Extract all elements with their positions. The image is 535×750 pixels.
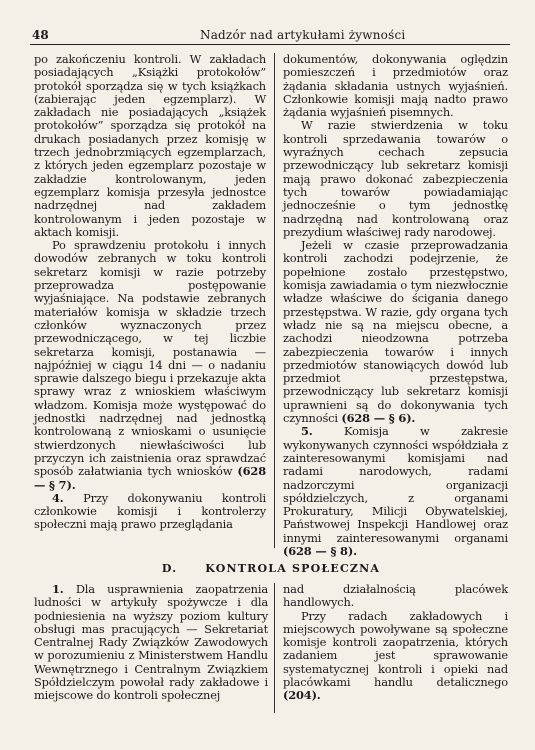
- legal-reference: (628 — § 6).: [341, 411, 416, 426]
- column-divider: [274, 583, 275, 713]
- left-column-top: [34, 53, 266, 532]
- paragraph: W razie stwierdzenia w toku kontroli sprzedawania towarów o wyraźnych cechach zepsucia przewodniczący lub sekretarz komisji mają prawo dokonać zabezpieczenia tych towarów powiadamiając jednocześnie o tym jednostkę nadrzędną nad kontrolowaną oraz prezydium właściwej rady narodowej.: [283, 118, 508, 239]
- section-heading: [34, 562, 508, 575]
- paragraph: 4. Przy dokonywaniu kontroli członkowie komisji i kontrolerzy społeczni mają prawo przeglądania: [34, 490, 266, 532]
- paragraph: Po sprawdzeniu protokołu i innych dowodów zebranych w toku kontroli sekretarz komisji w razie potrzeby przeprowadza postępowanie wyjaśniające. Na podstawie zebranych materiałów komisja w składzie trzech członków wyznaczonych przez przewodniczącego, w tej liczbie sekretarza komisji, postanawia — najpóźniej w ciągu 14 dni — o nadaniu sprawie dalszego biegu i przekazuje akta sprawy wraz z wnioskiem właściwym władzom. Komisja może występować do jednostki nadrzędnej nad jednostką kontrolowaną z wnioskami o usunięcie stwierdzonych niewłaściwości lub przyczyn ich zaistnienia oraz sprawdzać sposób załatwiania tych wniosków (628 — § 7).: [34, 238, 266, 492]
- paragraph: Przy radach zakładowych i miejscowych powoływane są społeczne komisje kontroli zaopatrzenia, których zadaniem jest sprawowanie systematycznej kontroli i opieki nad placówkami handlu detalicznego (204).: [283, 608, 508, 703]
- left-column-bottom: [34, 583, 268, 703]
- paragraph-number: 1.: [52, 582, 64, 596]
- page-number: 48: [32, 28, 49, 42]
- paragraph: Jeżeli w czasie przeprowadzania kontroli zachodzi podejrzenie, że popełnione zostało przestępstwo, komisja zawiadamia o tym niezwłocznie władze właściwe do ścigania danego przestępstwa. W razie, gdy organa tych władz nie są na miejscu obecne, a zachodzi nieodzowna potrzeba zabezpieczenia towarów i innych przedmiotów stanowiących dowód lub przedmiot przestępstwa, przewodniczący lub sekretarz komisji uprawnieni są do dokonywania tych czynności (628 — § 6).: [283, 238, 508, 426]
- paragraph: po zakończeniu kontroli. W zakładach posiadających „Książki protokołów” protokół sporządza się w tych książkach (zabierając jeden egzemplarz). W zakładach nie posiadających „książek protokołów” sporządza się protokół na drukach posiadanych przez komisję w trzech jednobrzmiących egzemplarzach, z których jeden egzemplarz pozostaje w zakładzie kontrolowanym, jeden egzemplarz komisja przesyła jednostce nadrzędnej nad zakładem kontrolowanym i jeden pozostaje w aktach komisji.: [34, 52, 266, 239]
- section-letter: D.: [161, 562, 178, 575]
- legal-reference: (628 — § 7).: [34, 464, 266, 492]
- column-divider: [274, 53, 275, 548]
- paragraph: 1. Dla usprawnienia zaopatrzenia ludności w artykuły spożywcze i dla podniesienia na wyższy poziom kultury obsługi mas pracujących — Sekretariat Centralnej Rady Związków Zawodowych w porozumieniu z Ministerstwem Handlu Wewnętrznego i Centralnym Związkiem Spółdzielczym powołał rady zakładowe i miejscowe do kontroli społecznej: [34, 582, 268, 703]
- legal-reference: (628 — § 8).: [283, 543, 357, 558]
- paragraph: 5. Komisja w zakresie wykonywanych czynności współdziała z zainteresowanymi komisjami nad radami narodowych, radami nadzorczymi organizacji spółdzielczych, z organami Prokuratury, Milicji Obywatelskiej, Państwowej Inspekcji Handlowej oraz innymi zainteresowanymi organami (628 — § 8).: [283, 424, 508, 558]
- section-title: KONTROLA SPOŁECZNA: [205, 562, 381, 575]
- paragraph: dokumentów, dokonywania oględzin pomieszczeń i przedmiotów oraz żądania składania ustnych wyjaśnień. Członkowie komisji mają nadto prawo żądania wyjaśnień pisemnych.: [283, 52, 508, 120]
- paragraph-number: 5.: [301, 424, 313, 439]
- right-column-top: [283, 53, 508, 558]
- right-column-bottom: [283, 583, 508, 703]
- paragraph-number: 4.: [52, 490, 64, 505]
- legal-reference: (204).: [283, 688, 321, 703]
- page-header: [30, 26, 510, 45]
- running-title: Nadzór nad artykułami żywności: [200, 28, 406, 42]
- paragraph: nad działalnością placówek handlowych.: [283, 582, 508, 610]
